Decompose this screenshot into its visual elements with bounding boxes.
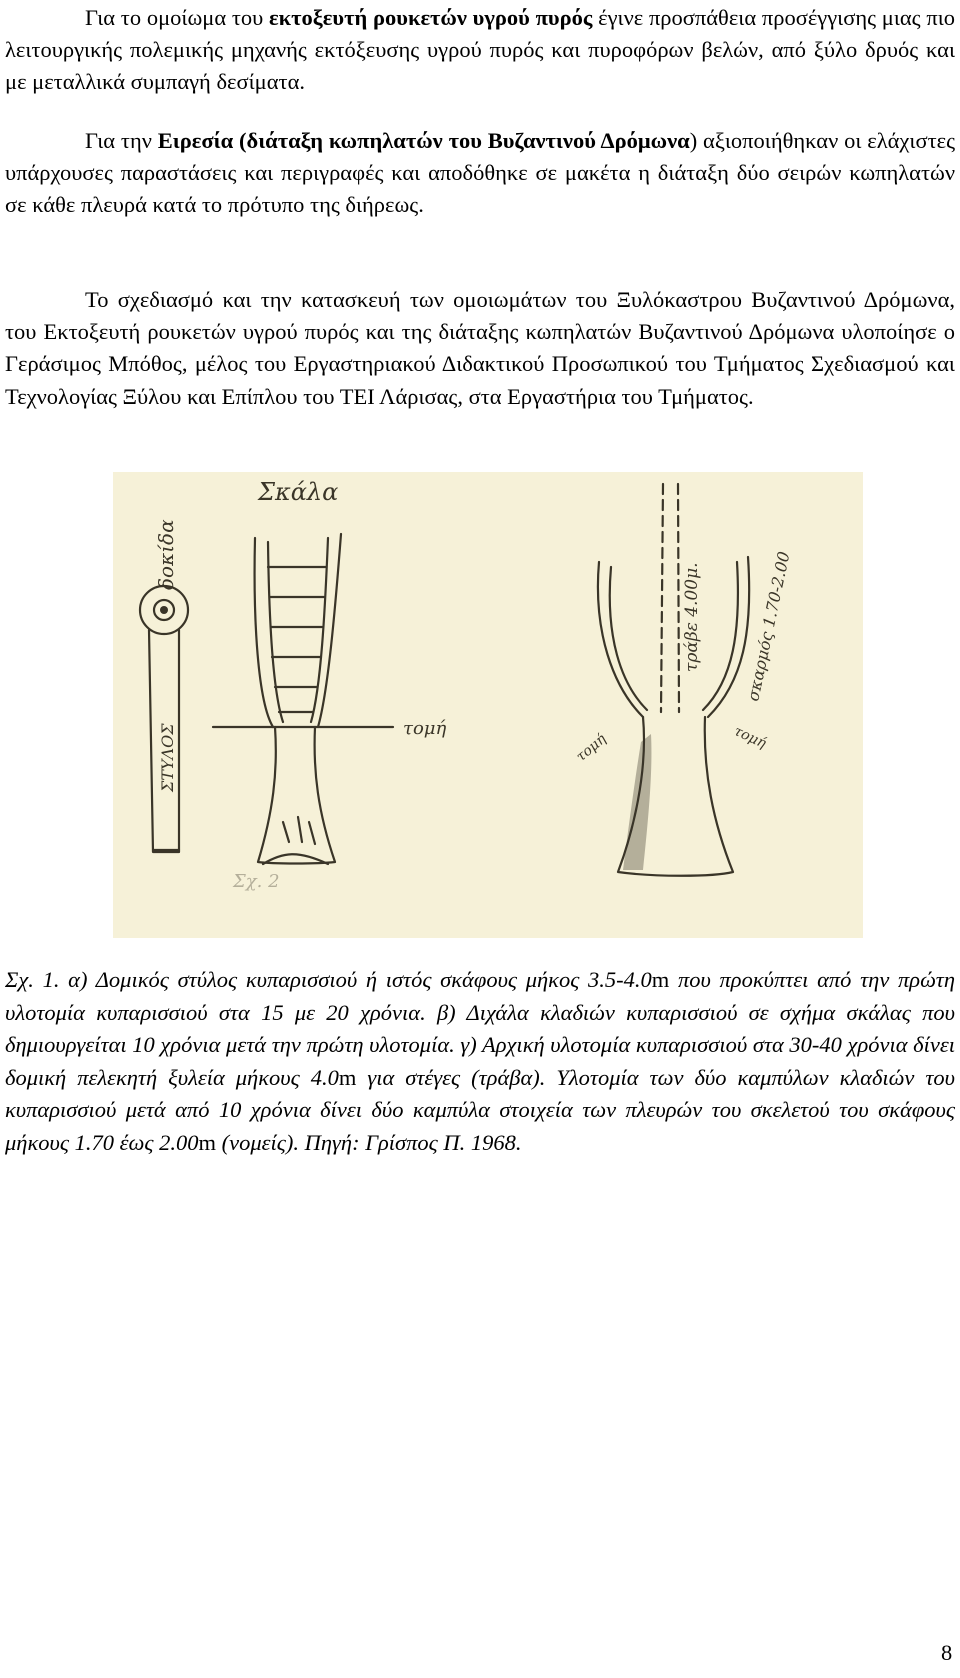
caption-unit-3: m (198, 1129, 216, 1155)
cypress-sketch-figure (113, 472, 863, 938)
p2-bold: Ειρεσία (διάταξη κωπηλατών του Βυζαντινού Δρόμωνα (157, 128, 690, 153)
p3-text: Το σχεδιασμό και την κατασκευή των ομοιωμάτων του Ξυλόκαστρου Βυζαντινού Δρόμωνα, του Εκτοξευτή ρουκετών υγρού πυρός και της διάταξης κωπηλατών Βυζαντινού Δρόμωνα υλοποίησε ο Γεράσιμος Μπόθος, μέλος του Εργαστηριακού Διδακτικού Προσωπικού του Τμήματος Σχεδιασμού και Τεχνολογίας Ξύλου και Επίπλου του ΤΕΙ Λάρισας, στα Εργαστήρια του Τμήματος. (5, 287, 955, 409)
caption-unit-1: m (651, 967, 670, 992)
caption-text-c: για στέγες (τράβα). Υλοτομία των δύο καμπύλων κλαδιών του κυπαρισσιού μετά από 10 χρόνια δίνει δύο καμπύλα στοιχεία των πλευρών του σκελετού του σκάφους μήκους 1.70 έως 2.00 (5, 1064, 955, 1155)
figure-caption (5, 964, 955, 1159)
label-trabe: τράβε 4.00μ. (682, 562, 702, 672)
p1-bold: εκτοξευτή ρουκετών υγρού πυρός (269, 5, 593, 30)
label-skala: Σκάλα (258, 478, 339, 506)
label-sketch-marks: Σχ. 2 (233, 871, 280, 892)
label-tomi-left: τομή (573, 731, 610, 766)
label-dokida: δοκίδα (154, 519, 178, 590)
caption-text-b: που προκύπτει από την πρώτη υλοτομία κυπαρισσιού στα 15 με 20 χρόνια. β) Διχάλα κλαδιών κυπαρισσιού σε σχήμα σκάλας που δημιουργείται 10 χρόνια μετά την πρώτη υλοτομία. γ) Αρχική υλοτομία κυπαρισσιού στα 30-40 χρόνια δίνει δομική πελεκητή ξυλεία μήκους 4.0 (5, 967, 955, 1090)
paragraph-eiresia (5, 125, 955, 222)
p1-text-c: έγινε προσπάθεια προσέγγισης μιας πιο λειτουργικής πολεμικής μηχανής εκτόξευσης υγρού πυρός και πυροφόρων βελών, από ξύλο δρυός και με μεταλλικά συμπαγή δεσίματα. (5, 5, 956, 95)
p2-text-a: Για την (85, 128, 158, 153)
label-tomi-right: τομή (731, 723, 769, 752)
caption-text-d: (νομείς). Πηγή: Γρίσπος Π. 1968. (216, 1129, 522, 1155)
p1-text-a: Για το ομοίωμα του (85, 5, 270, 30)
page-number: 8 (941, 1640, 953, 1665)
p2-text-c: ) αξιοποιήθηκαν οι ελάχιστες υπάρχουσες παραστάσεις και περιγραφές και αποδόθηκε σε μακέτα η διάταξη δύο σειρών κωπηλατών σε κάθε πλευρά κατά το πρότυπο της διήρεως. (5, 128, 955, 218)
paragraph-rocket-launcher (5, 2, 955, 99)
label-skarmos: σκαρμός 1.70-2.00 (743, 549, 794, 703)
paragraph-credits (5, 284, 955, 413)
label-tomi-center: τομή (403, 718, 447, 739)
caption-unit-2: m (338, 1064, 357, 1090)
caption-text-a: Σχ. 1. α) Δομικός στύλος κυπαρισσιού ή ιστός σκάφους μήκος 3.5-4.0 (5, 967, 652, 992)
sketch-paper (113, 472, 863, 938)
label-stylos: ΣΤΥΛΟΣ (158, 723, 177, 792)
